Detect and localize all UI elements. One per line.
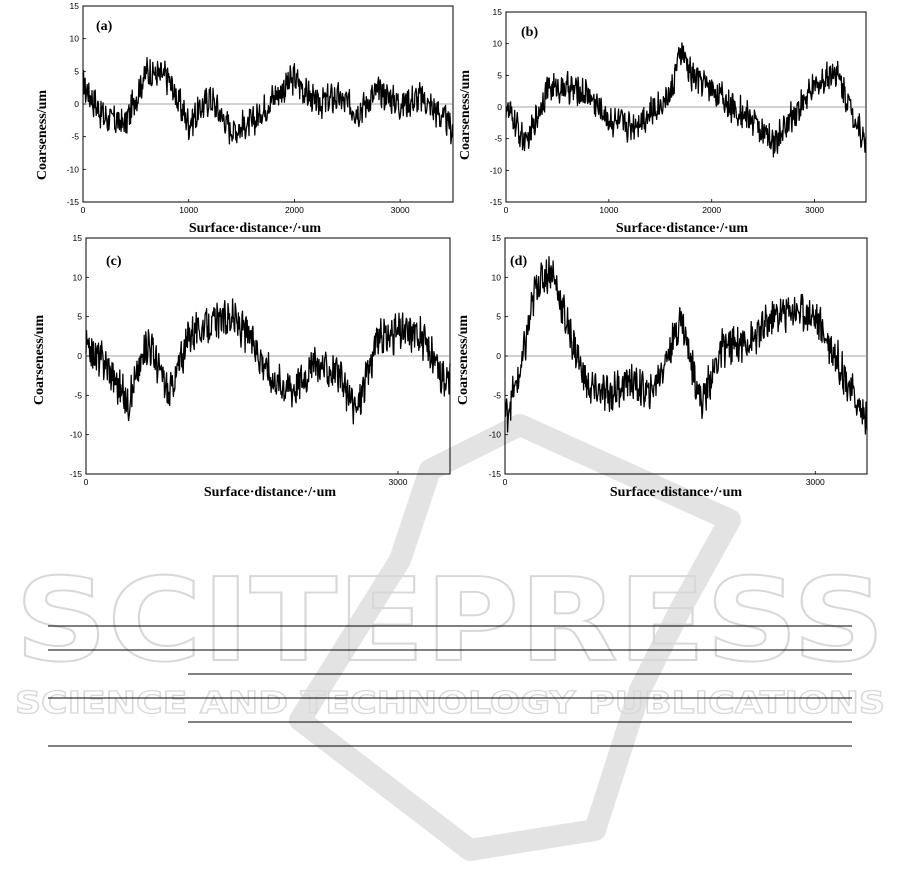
coarseness-series-line [505,257,867,434]
y-tick-label: -15 [69,469,82,479]
y-axis-label: Coarseness/um [32,314,47,406]
y-tick-label: -10 [66,164,79,175]
watermark-main-text: SCITEPRESS [15,554,885,688]
y-tick-label: 10 [492,38,502,49]
y-tick-label: -5 [74,390,82,401]
x-tick-label: 1000 [179,205,199,215]
y-tick-label: 10 [69,33,79,44]
panel-label: (d) [510,254,528,269]
chart-panels [32,1,867,500]
y-tick-label: 5 [74,66,79,77]
chart-panel-2 [458,7,866,236]
x-tick-label: 0 [83,477,89,487]
y-tick-label: 10 [72,272,82,283]
coarseness-series-line [86,299,450,424]
y-tick-label: -10 [489,165,502,176]
y-tick-label: 0 [74,99,79,109]
watermark-sub-text: SCIENCE AND TECHNOLOGY PUBLICATIONS [15,686,885,721]
y-tick-label: 15 [491,233,501,243]
panel-label: (c) [106,254,122,269]
x-tick-label: 1000 [599,205,619,215]
y-tick-label: -10 [488,429,501,440]
x-axis-label: Surface·distance·/·um [188,221,322,236]
coarseness-series-line [83,58,453,144]
x-tick-label: 0 [80,205,86,215]
y-tick-label: -15 [488,469,501,479]
x-tick-label: 3000 [388,477,408,487]
y-tick-label: 5 [497,70,502,81]
coarseness-series-line [506,43,866,157]
y-tick-label: -15 [66,197,79,207]
y-tick-label: 5 [77,311,82,322]
y-tick-label: 0 [77,351,82,361]
y-axis-label: Coarseness/um [456,314,471,406]
x-tick-label: 2000 [702,205,722,215]
y-tick-label: -5 [494,133,502,144]
y-tick-label: -5 [493,390,501,401]
x-tick-label: 3000 [805,477,825,487]
y-axis-label: Coarseness/um [35,89,50,181]
y-tick-label: 15 [69,1,79,11]
watermark [15,425,885,850]
y-tick-label: 5 [496,311,501,322]
y-tick-label: -5 [71,131,79,142]
y-tick-label: 10 [491,272,501,283]
x-axis-label: Surface·distance·/·um [203,485,337,500]
y-tick-label: -15 [489,197,502,207]
x-tick-label: 2000 [284,205,304,215]
x-axis-label: Surface·distance·/·um [615,221,749,236]
y-tick-label: 0 [497,102,502,112]
chart-panel-3 [32,233,450,500]
x-tick-label: 0 [503,205,509,215]
panel-label: (b) [521,25,539,40]
y-tick-label: 15 [72,233,82,243]
y-tick-label: -10 [69,429,82,440]
y-tick-label: 15 [492,7,502,17]
x-tick-label: 3000 [390,205,410,215]
y-axis-label: Coarseness/um [458,69,473,161]
y-tick-label: 0 [496,351,501,361]
chart-panel-4 [456,233,867,500]
x-tick-label: 3000 [805,205,825,215]
x-axis-label: Surface·distance·/·um [609,485,743,500]
panel-label: (a) [96,19,113,34]
chart-panel-1 [35,1,453,236]
x-tick-label: 0 [502,477,508,487]
